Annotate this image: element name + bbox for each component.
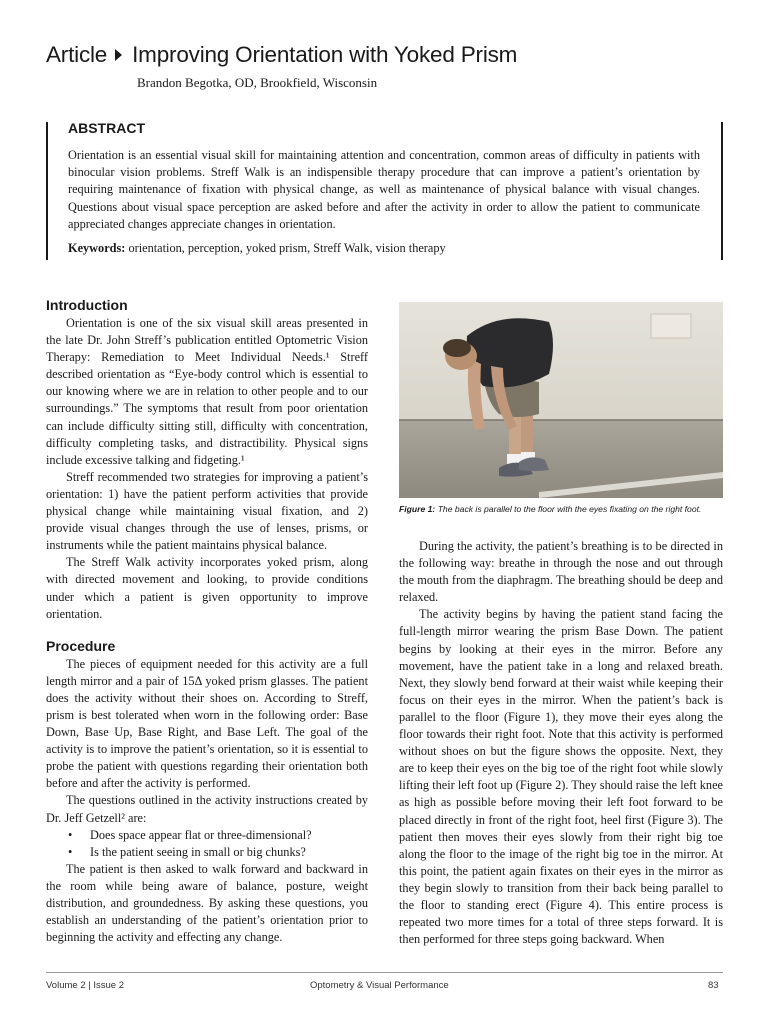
author-line: Brandon Begotka, OD, Brookfield, Wisconsin xyxy=(137,75,378,90)
section-label: Article xyxy=(46,42,108,67)
list-item: • Is the patient seeing in small or big chunks? xyxy=(46,844,368,861)
procedure-paragraph-2: The questions outlined in the activity instructions created by Dr. Jeff Getzell² are: xyxy=(46,793,368,825)
list-item: • Does space appear flat or three-dimensional? xyxy=(46,827,368,844)
right-paragraph-1: During the activity, the patient’s breathing is to be directed in the following way: breathe in through the nose and out through the mouth from the diaphragm. The breathing should be deep and relaxed. xyxy=(399,539,723,605)
abstract-heading: ABSTRACT xyxy=(68,120,145,136)
figure-caption-text: The back is parallel to the floor with the eyes fixating on the right foot. xyxy=(437,504,702,514)
article-title: Improving Orientation with Yoked Prism xyxy=(132,42,518,67)
question-list xyxy=(46,827,368,861)
intro-paragraph-1: Orientation is one of the six visual skill areas presented in the late Dr. John Streff’s publication entitled Optometric Vision Therapy: Remediation to Meet Individual Needs.¹ Streff described orientation as “Eye-body control which is essential to our knowing where we are in relation to other people and to our surroundings.” The symptoms that result from poor orientation can include difficulty sitting still, difficulty with concentration, difficulty completing tasks, and distractibility. Physical signs include excessive talking and fidgeting.¹ xyxy=(46,316,368,467)
intro-paragraph-3: The Streff Walk activity incorporates yoked prism, along with directed movement and looking, to provide conditions under which a patient is given opportunity to improve orientation. xyxy=(46,555,368,621)
procedure-paragraph-3: The patient is then asked to walk forward and backward in the room while being aware of balance, posture, weight distribution, and groundedness. By asking these questions, you establish an understanding of the patient’s orientation prior to beginning the activity and effecting any change. xyxy=(46,861,368,945)
figure-label: Figure 1: xyxy=(399,504,436,514)
figure-1-photo xyxy=(399,302,723,498)
left-column xyxy=(46,296,368,946)
footer-rule xyxy=(46,972,723,973)
figure-caption xyxy=(399,504,723,515)
procedure-paragraph-1: The pieces of equipment needed for this activity are a full length mirror and a pair of 15Δ yoked prism glasses. The patient does the activity without their shoes on. According to Streff, prism is best tolerated when worn in the following order: Base Down, Base Up, Base Right, and Base Left. The goal of the activity is to improve the patient’s orientation, so it is essential to probe the patient with questions regarding their orientation both before and after the activity is performed. xyxy=(46,656,368,791)
introduction-heading: Introduction xyxy=(46,297,128,313)
intro-paragraph-2: Streff recommended two strategies for improving a patient’s orientation: 1) have the patient perform activities that provide physical change while maintaining visual fixation, and 2) provide visual changes through the use of lenses, prisms, or instruments while the patient maintains physical balance. xyxy=(46,469,368,553)
right-column xyxy=(399,538,723,948)
keywords-list: orientation, perception, yoked prism, Streff Walk, vision therapy xyxy=(128,241,446,255)
triangle-right-icon xyxy=(115,49,122,61)
article-header xyxy=(46,42,517,68)
right-paragraph-2: The activity begins by having the patient stand facing the full-length mirror wearing the prism Base Down. The patient begins by looking at their eyes in the mirror. Before any movement, have the patient take in a long and relaxed breath. Next, they slowly bend forward at their waist while keeping their focus on their eyes in the mirror. When the patient’s back is parallel to the floor (Figure 1), they move their eyes along the floor towards their right foot. Note that this activity is performed without shoes on but the figure shows the opposite. Next, they are to keep their eyes on the big toe of the right foot while slowly lifting their left foot up (Figure 2). They should raise the left knee as high as possible before moving their left foot forward to be placed directly in front of the right foot, heel first (Figure 3). The patient then moves their eyes slowly from their right big toe along the floor to the image of the right big toe in the mirror. At this point, the patient again fixates on their eyes in the mirror as they begin slowly to transition from their back being parallel to the floor to standing erect (Figure 4). This entire process is repeated two more times for a total of three steps forward. It is then performed for three steps going backward. When xyxy=(399,607,723,947)
keywords-label: Keywords: xyxy=(68,241,126,255)
page-number: 83 xyxy=(708,980,719,991)
footer-volume: Volume 2 | Issue 2 xyxy=(46,980,124,991)
procedure-heading: Procedure xyxy=(46,637,116,654)
abstract-text: Orientation is an essential visual skill for maintaining attention and concentration, common areas of difficulty in patients with binocular vision problems. Streff Walk is an indispensible therapy procedure that can improve a patient’s orientation by requiring maintenance of fixation with physical change, as well as maintenance of physical balance with visual changes. Questions about visual space perception are asked before and after the activity in order to allow the patient to communicate appreciated changes appreciate changes in orientation. xyxy=(68,148,700,231)
keywords xyxy=(68,240,700,257)
footer-journal: Optometry & Visual Performance xyxy=(310,980,449,991)
